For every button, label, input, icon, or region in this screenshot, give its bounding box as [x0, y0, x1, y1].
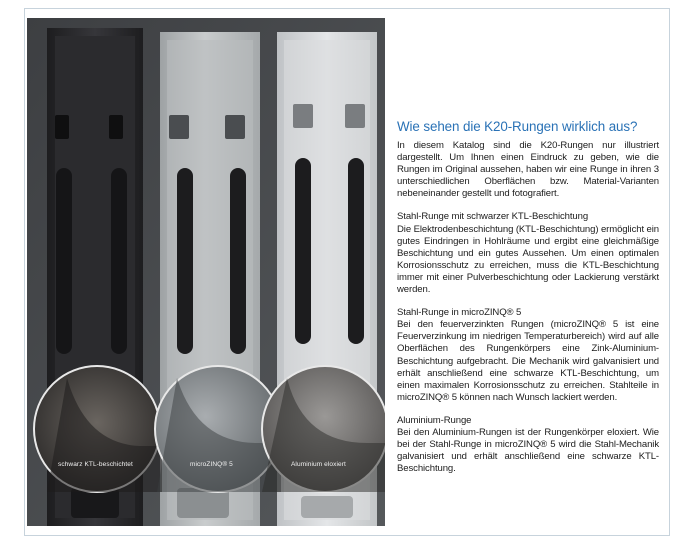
section-aluminium — [397, 415, 659, 475]
caption-zinc: microZINQ® 5 — [190, 461, 233, 468]
intro-paragraph: In diesem Katalog sind die K20-Rungen nur illustriert dargestellt. Um Ihnen einen Eindruck zu geben, wie die Rungen im Original aussehen, haben wir eine Runge in ihren 3 unterschiedlichen Oberflächen bzw. Material-Varianten nebeneinander gestellt und fotografiert. — [397, 140, 659, 200]
caption-alu: Aluminium eloxiert — [291, 461, 346, 468]
section-body: Bei den feuerverzinkten Rungen (microZINQ® 5 ist eine Feuerverzinkung im niedrigen Temperaturbereich) wird auf alle Oberflächen des Rungenkörpers eine Zink-Aluminium-Beschichtung aufgebracht. Die Mechanik wird galvanisiert und erhält anschließend eine schwarze KTL-Beschichtung, um einen maximalen Korrosionsschutz zu erreichen. Stahlteile in microZINQ® 5 können nach Wunsch lackiert werden. — [397, 319, 659, 403]
detail-circle-ktl — [34, 366, 162, 492]
article — [397, 119, 659, 486]
section-ktl — [397, 211, 659, 296]
detail-circle-alu — [262, 366, 385, 492]
section-heading: Stahl-Runge mit schwarzer KTL-Beschichtung — [397, 211, 589, 223]
stakes-photo — [27, 18, 385, 526]
section-body: Die Elektrodenbeschichtung (KTL-Beschichtung) ermöglicht ein gutes Eindringen in Hohlräume und ergibt eine gleichmäßige Beschichtung und ein gutes Aussehen. Um einen optimalen Korrosionsschutz zu erreichen, muss die KTL-Beschichtung immer mit einer Pulverbeschichtung oder Lackierung verstärkt werden. — [397, 223, 659, 296]
caption-ktl: schwarz KTL-beschichtet — [58, 461, 133, 468]
section-heading: Aluminium-Runge — [397, 414, 472, 426]
article-title: Wie sehen die K20-Rungen wirklich aus? — [397, 119, 638, 134]
section-microzinq — [397, 307, 659, 404]
section-body: Bei den Aluminium-Rungen ist der Rungenkörper eloxiert. Wie bei der Stahl-Runge in microZINQ® 5 wird die Stahl-Mechanik galvanisiert und erhält anschließend eine schwarze KTL-Beschichtung. — [397, 426, 659, 475]
section-heading: Stahl-Runge in microZINQ® 5 — [397, 307, 522, 319]
